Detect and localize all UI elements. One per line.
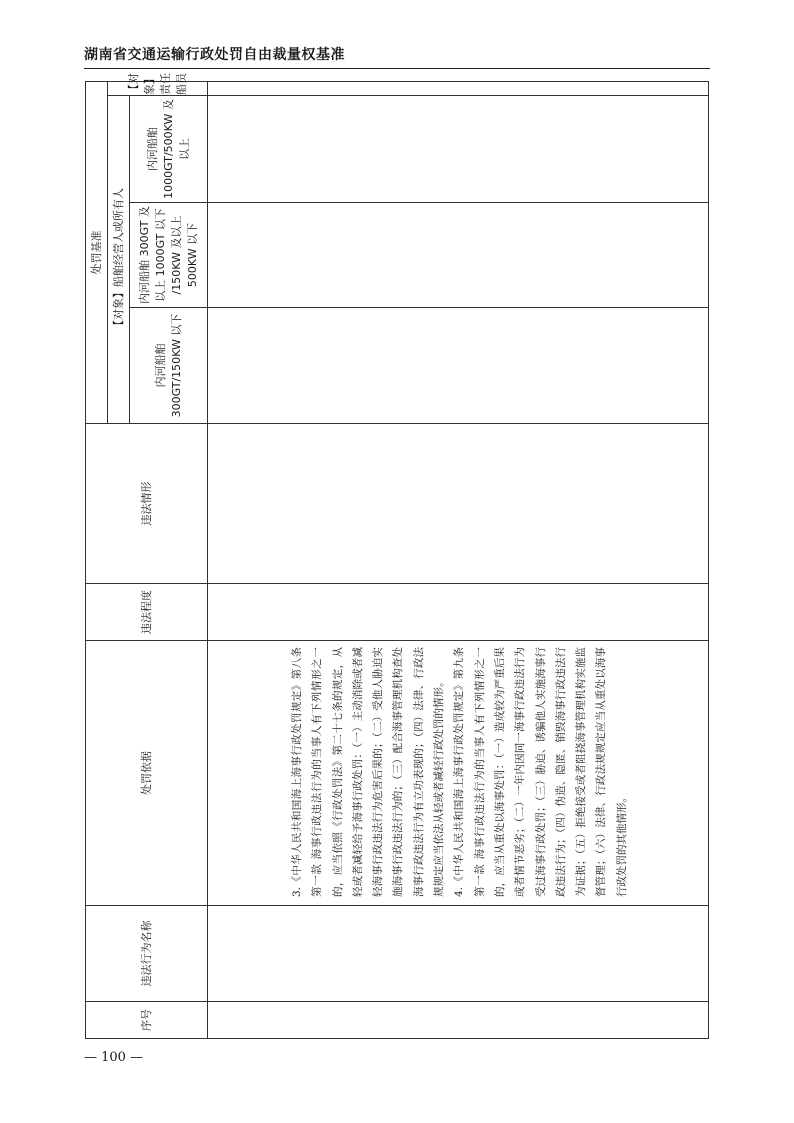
header-seq: 序号 (86, 1002, 208, 1039)
header-violation-name: 违法行为名称 (86, 906, 208, 1002)
cell-violation-degree (208, 584, 709, 641)
basis-paragraph-4: 4.《中华人民共和国海上海事行政处罚规定》第九条第一款 海事行政违法行为的当事人有下列情形之一的，应当从重处以海事处罚：（一）造成较为严重后果或者情节恶劣；（二）一年内因同一海事行政违法行为受过海事行政处罚；（三）胁迫、诱骗他人实施海事行政违法行为；（四）伪造、隐匿、销毁海事行政违法行为证据；（五）拒绝接受或者阻挠海事管理机构实施监督管理；（六）法律、行政法规规定应当从重处以海事行政处罚的其他情形。 (453, 647, 628, 897)
header-tier-medium: 内河船舶 300GT 及以上 1000GT 以下 /150KW 及以上 500KW 以下 (130, 203, 208, 308)
rotated-table-container (85, 73, 708, 1039)
cell-violation-circumstance (208, 424, 709, 584)
header-violation-degree: 违法程度 (86, 584, 208, 641)
basis-paragraph-3: 3.《中华人民共和国海上海事行政处罚规定》第八条第一款 海事行政违法行为的当事人有下列情形之一的，应当依照《行政处罚法》第二十七条的规定，从轻或者减轻给予海事行政处罚：（一）主动消除或者减轻海事行政违法行为危害后果的；（二）受他人胁迫实施海事行政违法行为的；（三）配合海事管理机构查处海事行政违法行为有立功表现的；（四）法律、行政法规规定应当依法从轻或者减轻行政处罚的情形。 (290, 647, 446, 897)
cell-violation-name (208, 906, 709, 1002)
header-tier-small: 内河船舶 300GT/150KW 以下 (130, 308, 208, 424)
header-penalty-basis: 处罚依据 (86, 641, 208, 906)
header-violation-circumstance: 违法情形 (86, 424, 208, 584)
penalty-standard-table (85, 73, 709, 1039)
cell-tier-small (208, 308, 709, 424)
document-header-title: 湖南省交通运输行政处罚自由裁量权基准 (84, 47, 345, 63)
rotated-table-frame (85, 73, 708, 1039)
page-number: — 100 — (84, 1050, 144, 1065)
header-penalty-standard: 处罚基准 (86, 82, 108, 424)
cell-tier-medium (208, 203, 709, 308)
cell-seq (208, 1002, 709, 1039)
cell-responsible-crew (208, 82, 709, 96)
header-tier-large: 内河船舶 1000GT/500KW 及以上 (130, 96, 208, 203)
cell-penalty-basis (208, 641, 709, 906)
header-divider (84, 68, 710, 69)
cell-tier-large (208, 96, 709, 203)
header-owner-group: 【对象】船舶经营人或所有人 (108, 96, 130, 424)
header-responsible-crew: 【对象】责任船员 (108, 82, 208, 96)
